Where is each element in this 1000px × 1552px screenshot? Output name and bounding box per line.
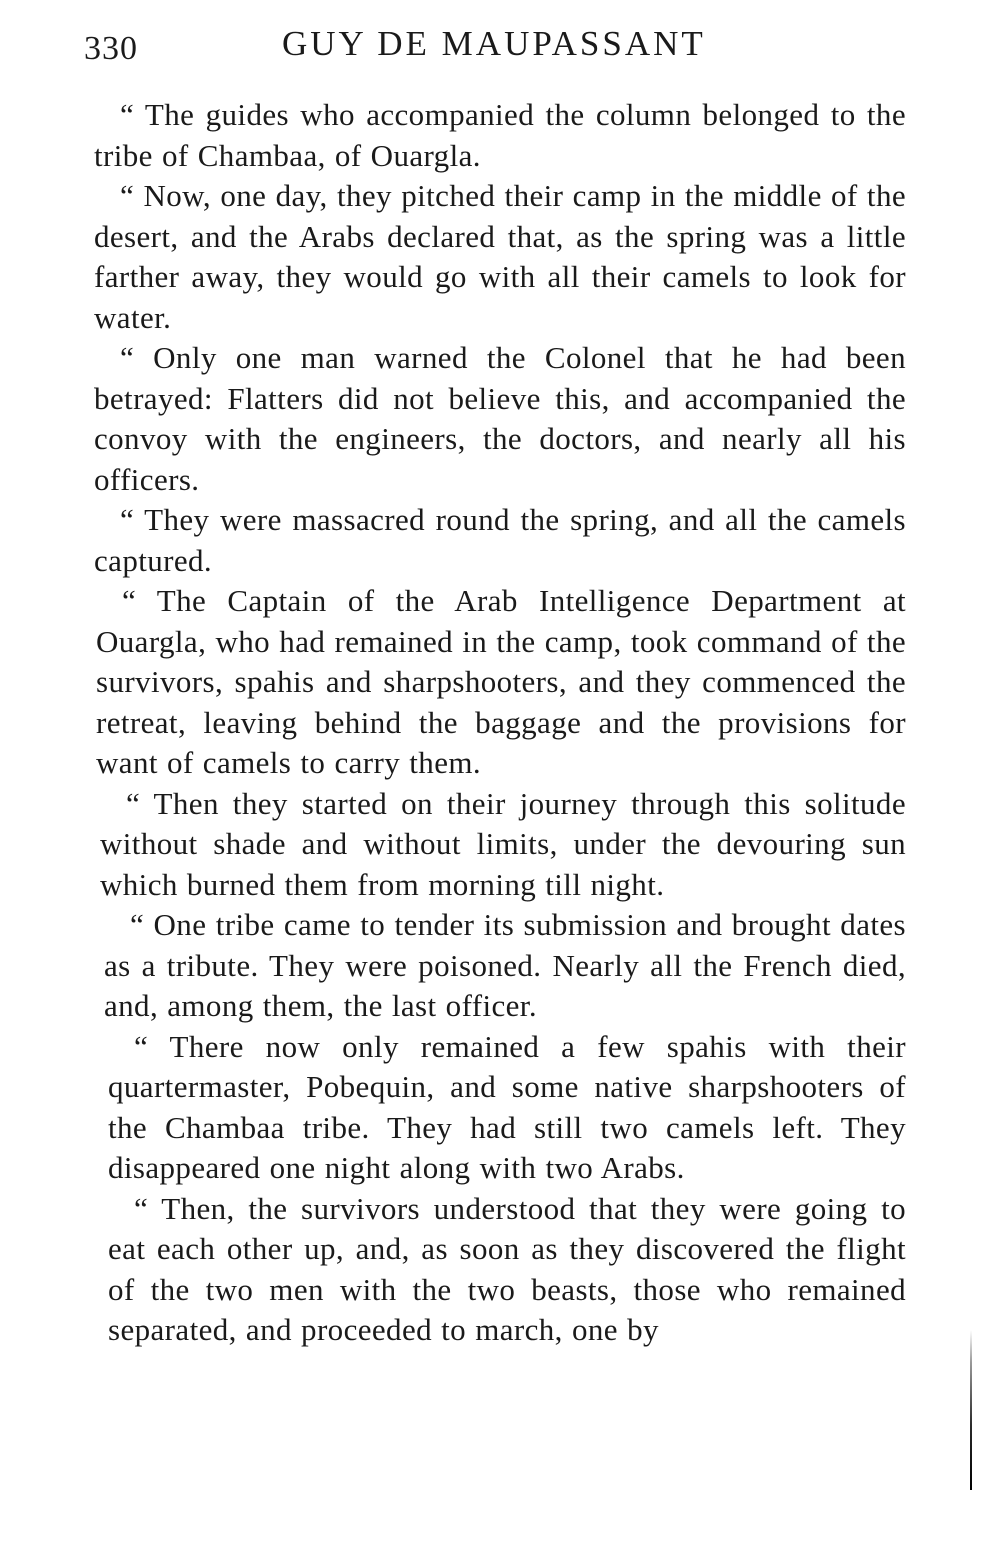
paragraph-journey: “ Then they started on their journey through this solitude without shade and without limits, under the devouring sun which burned them from morning till night. — [100, 785, 906, 902]
running-title: GUY DE MAUPASSANT — [282, 24, 706, 63]
paragraph-camp: “ Now, one day, they pitched their camp in the middle of the desert, and the Arabs declared that, as the spring was a little farther away, they would go with all their camels to look for water. — [94, 178, 906, 335]
running-head — [84, 22, 724, 78]
paragraph-separation: “ Then, the survivors understood that they were going to eat each other up, and, as soon as they discovered the flight of the two men with the two beasts, those who remained separated, and proceeded to march, one by — [108, 1190, 906, 1347]
paragraph-massacre: “ They were massacred round the spring, and all the camels captured. — [94, 502, 906, 578]
body-text — [94, 95, 906, 1351]
page-number: 330 — [84, 30, 138, 67]
paragraph-guides: “ The guides who accompanied the column belonged to the tribe of Chambaa, of Ouargla. — [94, 97, 906, 173]
paragraph-survivors: “ There now only remained a few spahis with their quartermaster, Pobequin, and some native sharpshooters of the Chambaa tribe. They had still two camels left. They disappeared one night along with two Arabs. — [108, 1028, 906, 1185]
paragraph-warning: “ Only one man warned the Colonel that he had been betrayed: Flatters did not believe this, and accompanied the convoy with the engineers, the doctors, and nearly all his officers. — [94, 340, 906, 497]
paragraph-retreat: “ The Captain of the Arab Intelligence Department at Ouargla, who had remained in the camp, took command of the survivors, spahis and sharpshooters, and they commenced the retreat, leaving behind the baggage and the provisions for want of camels to carry them. — [96, 583, 906, 780]
scan-edge-mark — [970, 1330, 972, 1490]
paragraph-dates: “ One tribe came to tender its submission and brought dates as a tribute. They were poisoned. Nearly all the French died, and, among them, the last officer. — [104, 907, 906, 1023]
